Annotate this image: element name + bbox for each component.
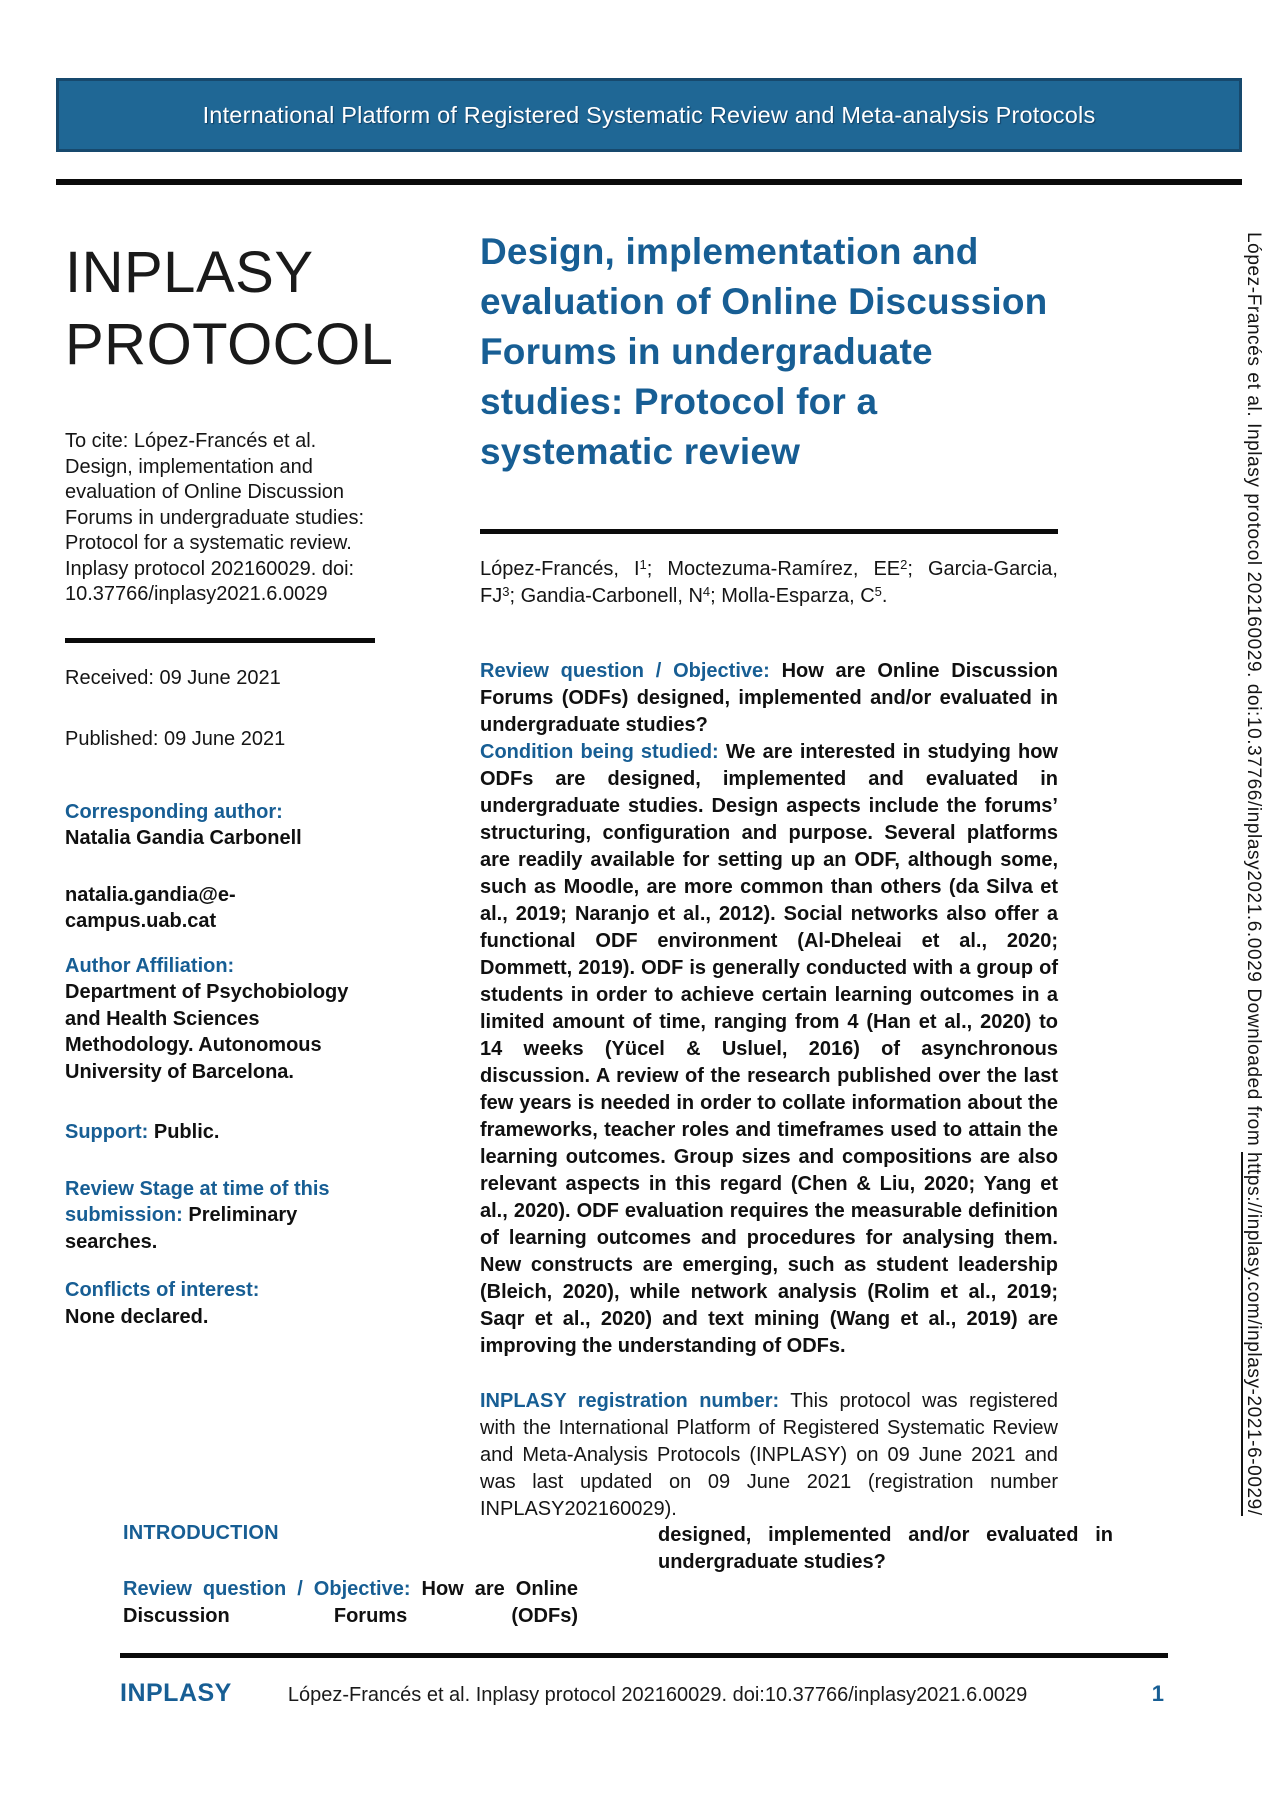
affiliation-block — [65, 953, 375, 1086]
footer-citation: López-Francés et al. Inplasy protocol 202160029. doi:10.37766/inplasy2021.6.0029 — [287, 1684, 1028, 1706]
affiliation-value: Department of Psychobiology and Health Sciences Methodology. Autonomous University of Barcelona. — [65, 981, 349, 1083]
registration-paragraph — [480, 1388, 1058, 1523]
article-title: Design, implementation and evaluation of Online Discussion Forums in undergraduate studies: Protocol for a systematic review — [480, 231, 1048, 472]
received-line — [65, 666, 375, 690]
masthead — [65, 237, 394, 381]
review-stage-value: Preliminary searches. — [65, 1204, 298, 1253]
received-label: Received: — [65, 666, 154, 689]
footer-divider — [120, 1653, 1168, 1658]
conflicts-block — [65, 1277, 375, 1330]
author-affiliation-superscript: 3 — [502, 584, 510, 599]
author-affiliation-superscript: 4 — [702, 584, 711, 599]
footer — [120, 1653, 1168, 1708]
left-column-divider — [65, 638, 375, 643]
affiliation-label: Author Affiliation: — [65, 954, 235, 977]
sidebar-citation-text: López-Francés et al. Inplasy protocol 202160029. doi:10.37766/inplasy2021.6.0029 Downloaded from — [1243, 232, 1264, 1153]
authors-line: López-Francés, $I^1$; Moctezuma-Ramírez, $EE^2$; Garcia-Garcia, $FJ^3$; Gandia-Carbonell, $N^4$; Molla-Esparza, $C^5$. — [480, 557, 1058, 607]
published-value: 09 June 2021 — [163, 727, 286, 750]
banner-title: International Platform of Registered Systematic Review and Meta-analysis Protocols — [202, 101, 1096, 128]
condition-text: We are interested in studying how ODFs are designed, implemented and evaluated in undergraduate studies. Design aspects include the forums’ structuring, configuration and purpose. Several platforms are readily available for setting up an ODF, although some, such as Moodle, are more common than others (da Silva et al., 2019; Naranjo et al., 2012). Social networks also offer a functional ODF environment (Al-Dheleai et al., 2020; Dommett, 2019). ODF is generally conducted with a group of students in order to achieve certain learning outcomes in a limited amount of time, ranging from 4 (Han et al., 2020) to 14 weeks (Yücel & Usluel, 2016) of asynchronous discussion. A review of the research published over the last few years is needed in order to collate information about the frameworks, teacher roles and timeframes used to attain the learning outcomes. Group sizes and compositions are also relevant aspects in this regard (Chen & Liu, 2020; Yang et al., 2020). ODF evaluation requires the measurable definition of learning outcomes and procedures for analysing them. New constructs are emerging, such as student leadership (Bleich, 2020), while network analysis (Rolim et al., 2019; Saqr et al., 2020) and text mining (Wang et al., 2019) are improving the understanding of ODFs. — [480, 741, 1058, 1357]
main-columns — [65, 185, 1058, 1523]
title-divider — [480, 529, 1058, 534]
review-question-label: Review question / Objective: — [480, 660, 770, 682]
sidebar-vertical-citation — [1234, 232, 1264, 1727]
condition-paragraph — [480, 739, 1058, 1360]
introduction-right-column — [658, 1522, 1113, 1630]
footer-logo: INPLASY — [120, 1679, 232, 1707]
conflicts-label: Conflicts of interest: — [65, 1279, 260, 1301]
citation-block: To cite: López-Francés et al. Design, implementation and evaluation of Online Discussion Forums in undergraduate studies: Protocol for a systematic review. Inplasy protocol 202160029. doi: 10.37766/inplasy2021.6.0029 — [65, 430, 365, 605]
author-affiliation-superscript: 5 — [874, 584, 882, 599]
published-line — [65, 727, 375, 751]
published-label: Published: — [65, 727, 159, 750]
left-column — [65, 185, 394, 1523]
corresponding-author-block — [65, 799, 375, 852]
corresponding-author-email: natalia.gandia@e-campus.uab.cat — [65, 883, 236, 932]
footer-row — [120, 1679, 1168, 1708]
author-affiliation-superscript: 2 — [900, 557, 908, 572]
corresponding-author-label: Corresponding author: — [65, 800, 283, 823]
support-block — [65, 1119, 375, 1146]
introduction-section — [123, 1522, 1113, 1630]
conflicts-value: None declared. — [65, 1305, 209, 1328]
sidebar-download-link[interactable]: https://inplasy.com/inplasy-2021-6-0029/ — [1243, 1152, 1264, 1516]
review-stage-label: Review Stage at time of this submission: — [65, 1177, 330, 1226]
introduction-heading: INTRODUCTION — [123, 1522, 279, 1544]
review-question-text: How are Online Discussion Forums (ODFs) designed, implemented and/or evaluated in undergraduate studies? — [480, 660, 1059, 736]
support-label: Support: — [65, 1121, 149, 1143]
registration-label: INPLASY registration number: — [480, 1390, 780, 1412]
review-stage-block — [65, 1176, 375, 1256]
registration-text: This protocol was registered with the International Platform of Registered Systematic Review and Meta-Analysis Protocols (INPLASY) on 09 June 2021 and was last updated on 09 June 2021 (registration number INPLASY202160029). — [480, 1390, 1059, 1520]
banner — [56, 78, 1242, 152]
right-column — [480, 185, 1058, 1523]
masthead-line2: PROTOCOL — [65, 312, 394, 377]
introduction-continuation: designed, implemented and/or evaluated in undergraduate studies? — [658, 1524, 1113, 1573]
introduction-paragraph — [123, 1576, 578, 1630]
introduction-review-question-label: Review question / Objective: — [123, 1578, 411, 1600]
author-affiliation-superscript: 1 — [639, 557, 647, 572]
review-question-paragraph — [480, 658, 1058, 739]
received-value: 09 June 2021 — [159, 666, 281, 689]
introduction-review-question-text: How are Online Discussion Forums (ODFs) — [123, 1578, 578, 1627]
masthead-line1: INPLASY — [65, 240, 314, 305]
condition-label: Condition being studied: — [480, 741, 719, 763]
page-number: 1 — [1151, 1681, 1164, 1706]
abstract-block — [480, 658, 1058, 1360]
introduction-left-column — [123, 1522, 578, 1630]
corresponding-author-name: Natalia Gandia Carbonell — [65, 827, 302, 849]
support-value: Public. — [153, 1121, 220, 1143]
